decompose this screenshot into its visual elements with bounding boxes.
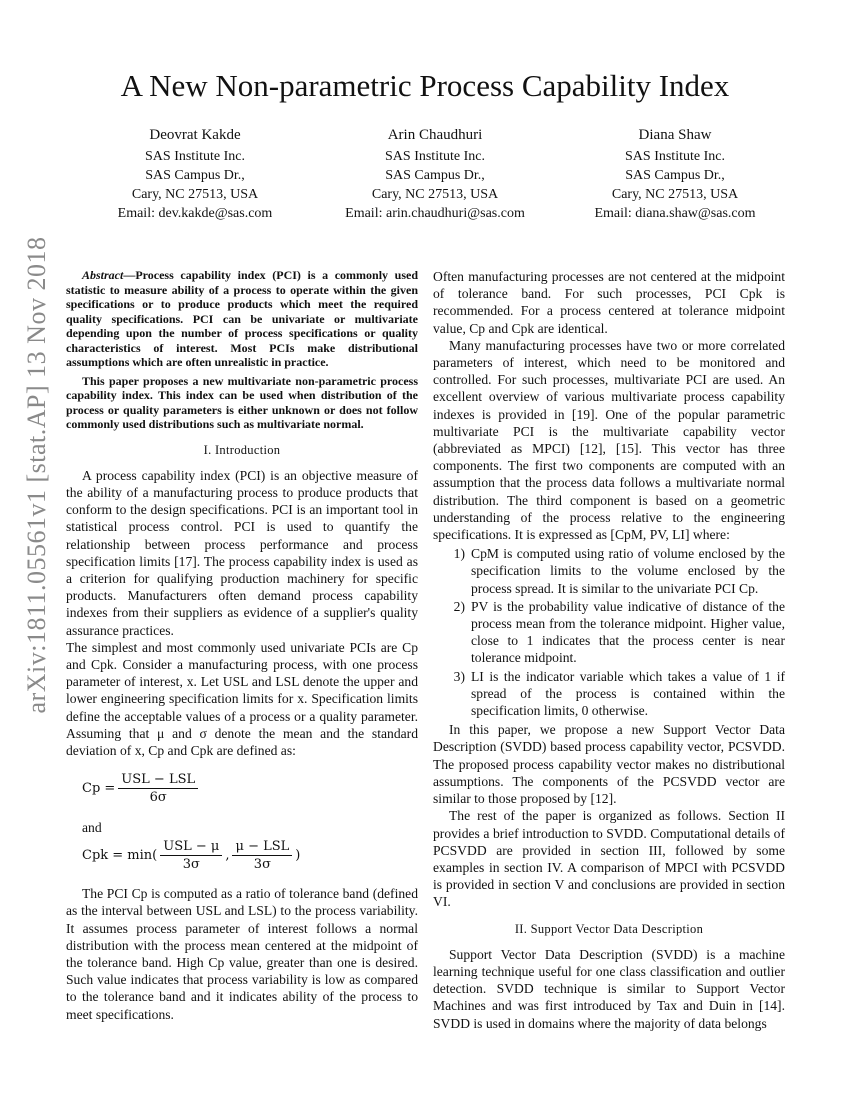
- fraction-numerator: USL − LSL: [118, 771, 198, 789]
- equation-connector: and: [82, 819, 102, 835]
- abstract-paragraph-1: [66, 268, 418, 370]
- author-address: SAS Campus Dr.,: [625, 168, 725, 183]
- equation-separator: ,: [225, 847, 230, 863]
- author-name: Diana Shaw: [638, 127, 712, 143]
- author-3: [560, 126, 790, 223]
- fraction-numerator: μ − LSL: [232, 838, 292, 856]
- intro-paragraph-1: A process capability index (PCI) is an objective measure of the ability of a manufacturing process to produce products that conform to the design specifications. PCI is an important tool in statistical process control. PCI is used to quantify the relationship between process performance and process specification limits [17]. The process capability index is used as a criterion for qualifying production machinery for specific products. Manufacturers often demand process capability indexes from their suppliers as evidence of a supplier's quality assurance practices.: [66, 467, 418, 638]
- intro-paragraph-2: The simplest and most commonly used univariate PCIs are Cp and Cpk. Consider a manufacturing process, with one process parameter of interest, x. Let USL and LSL denote the upper and lower engineering specification limits for x. Specification limits define the acceptable values of a process or a quality parameter. Assuming that μ and σ denote the mean and the standard deviation of x, Cp and Cpk are defined as:: [66, 639, 418, 758]
- list-item-number: 1): [453, 546, 465, 562]
- list-item: [433, 598, 785, 667]
- fraction-denominator: 3σ: [182, 856, 200, 872]
- author-1: [80, 126, 310, 223]
- equation-lhs: Cpk = min(: [82, 847, 158, 863]
- abstract-paragraph-2: This paper proposes a new multivariate non-parametric process capability index. This index can be used when distribution of the process or quality parameters is either unknown or does not follow commonly used distributions such as multivariate normal.: [66, 373, 418, 431]
- equation-fraction: [160, 838, 222, 873]
- paper-title: A New Non-parametric Process Capability Index: [120, 68, 730, 103]
- equation-fraction: [232, 838, 292, 873]
- section-heading-introduction: I. Introduction: [203, 442, 281, 457]
- fraction-denominator: 3σ: [253, 856, 271, 872]
- author-city: Cary, NC 27513, USA: [611, 187, 739, 202]
- intro-paragraph-5: Many manufacturing processes have two or more correlated parameters of interest, which need to be monitored and controlled. For such processes, multivariate PCI are used. An excellent overview of various multivariate process capability indexes is provided in [19]. One of the popular parametric multivariate PCI is the multivariate capability vector (abbreviated as MPCI) [12], [15]. This vector has three components. The first two components are computed with an assumption that the process data follows a multivariate normal distribution. The third component is based on a geometric understanding of the process relative to the engineering specifications. It is expressed as [CpM, PV, LI] where:: [433, 337, 785, 543]
- author-block: [80, 126, 790, 223]
- author-email: Email: diana.shaw@sas.com: [594, 206, 756, 221]
- author-city: Cary, NC 27513, USA: [131, 187, 259, 202]
- intro-paragraph-6: In this paper, we propose a new Support Vector Data Description (SVDD) based process capability vector, PCSVDD. The proposed process capability vector makes no distributional assumptions. The components of the PCSVDD vector are similar to those proposed by [12].: [433, 722, 785, 807]
- list-item-text: CpM is computed using ratio of volume enclosed by the specification limits to the volume enclosed by the process spread. It is similar to the univariate PCI Cp.: [471, 546, 785, 596]
- abstract-text: —Process capability index (PCI) is a commonly used statistic to measure ability of a process to operate within the given specifications or to produce products which meet the required quality specifications. PCI can be univariate or multivariate depending upon the number of process specifications or quality characteristics of interest. Most PCIs make distributional assumptions which are often unrealistic in practice.: [66, 268, 418, 369]
- equation-close: ): [295, 847, 301, 863]
- list-item-text: PV is the probability value indicative of distance of the process mean from the tolerance midpoint. Higher value, close to 1 indicates that the process center is near tolerance midpoint.: [471, 598, 785, 666]
- list-item: [433, 668, 785, 720]
- equation-lhs: Cp =: [82, 781, 116, 797]
- author-city: Cary, NC 27513, USA: [371, 187, 499, 202]
- author-affiliation: SAS Institute Inc.: [625, 149, 725, 164]
- list-item-number: 3): [453, 668, 465, 684]
- author-email: Email: arin.chaudhuri@sas.com: [345, 206, 525, 221]
- abstract-label: Abstract: [82, 268, 124, 282]
- intro-paragraph-7: The rest of the paper is organized as follows. Section II provides a brief introduction to SVDD. Computational details of PCSVDD are provided in section III, followed by some examples in section IV. A comparison of MPCI with PCSVDD is provided in section V and conclusions are provided in section VI.: [433, 808, 785, 910]
- fraction-denominator: 6σ: [149, 790, 167, 806]
- list-item-text: LI is the indicator variable which takes a value of 1 if spread of the process is contained within the specification limits, 0 otherwise.: [471, 668, 785, 719]
- equation-fraction: [118, 771, 198, 806]
- arxiv-stamp-text: arXiv:1811.05561v1 [stat.AP] 13 Nov 2018: [22, 236, 51, 714]
- fraction-numerator: USL − μ: [160, 838, 222, 856]
- equation-cpk: [82, 838, 418, 873]
- equation-cp: [82, 771, 418, 806]
- intro-paragraph-3: The PCI Cp is computed as a ratio of tolerance band (defined as the interval between USL and LSL) to the process variability. It assumes process parameter of interest follows a normal distribution with the process mean centered at the midpoint of the tolerance band. High Cp value, greater than one is desired. Such value indicates that process variability is low as compared to the tolerance band and it indicates ability of the process to meet specifications.: [66, 886, 418, 1022]
- intro-paragraph-4: Often manufacturing processes are not centered at the midpoint of tolerance band. For such processes, PCI Cpk is recommended. For a process centered at tolerance midpoint value, Cp and Cpk are identical.: [433, 269, 785, 336]
- list-item: [433, 545, 785, 597]
- mpci-component-list: [433, 545, 785, 719]
- author-affiliation: SAS Institute Inc.: [385, 149, 485, 164]
- author-address: SAS Campus Dr.,: [385, 168, 485, 183]
- left-column: [66, 268, 418, 1023]
- list-item-number: 2): [453, 598, 465, 614]
- author-name: Deovrat Kakde: [149, 127, 241, 143]
- arxiv-stamp: [12, 236, 62, 714]
- author-name: Arin Chaudhuri: [387, 127, 483, 143]
- author-affiliation: SAS Institute Inc.: [145, 149, 245, 164]
- right-column: [433, 268, 785, 1032]
- svdd-paragraph-1: Support Vector Data Description (SVDD) is a machine learning technique useful for one class classification and outlier detection. SVDD technique is similar to Support Vector Machines and was first introduced by Tax and Duin in [14]. SVDD is used in domains where the majority of data belongs: [433, 946, 785, 1031]
- author-2: [320, 126, 550, 223]
- author-email: Email: dev.kakde@sas.com: [117, 206, 273, 221]
- section-heading-svdd: II. Support Vector Data Description: [514, 921, 704, 936]
- author-address: SAS Campus Dr.,: [145, 168, 245, 183]
